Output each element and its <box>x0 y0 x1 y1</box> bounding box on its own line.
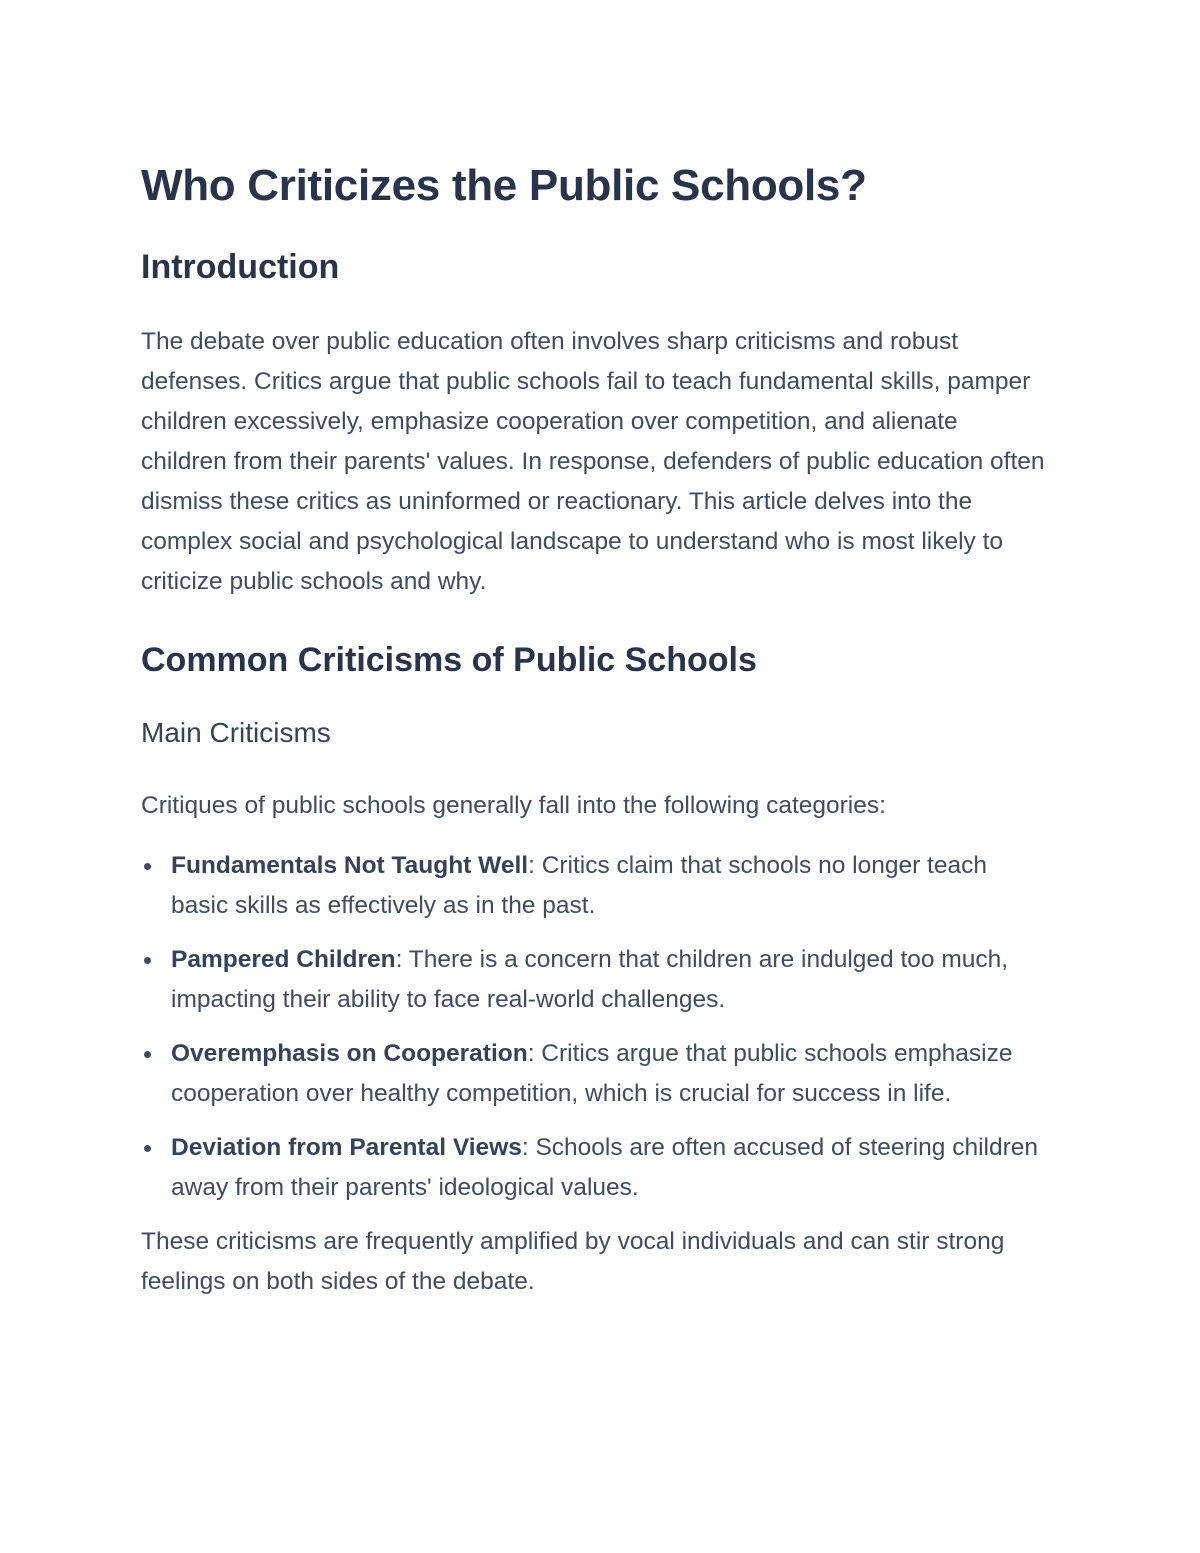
list-item-description: : There is a concern that children are indulged too much, impacting their ability to face real-world challenges. <box>171 945 1009 1013</box>
list-item <box>141 1034 1046 1114</box>
closing-paragraph: These criticisms are frequently amplified by vocal individuals and can stir strong feelings on both sides of the debate. <box>141 1227 1005 1295</box>
list-item-term: Deviation from Parental Views <box>171 1133 522 1161</box>
bullet-icon <box>144 1051 151 1058</box>
document-page <box>141 160 1046 1302</box>
list-item-description: : Schools are often accused of steering children away from their parents' ideological values. <box>171 1133 1039 1201</box>
main-criticisms-subheading: Main Criticisms <box>141 717 331 749</box>
list-item-description: : Critics argue that public schools emphasize cooperation over healthy competition, which is crucial for success in life. <box>171 1039 1013 1107</box>
bullet-icon <box>144 863 151 870</box>
list-item <box>141 846 1046 926</box>
list-item-term: Pampered Children <box>171 945 396 973</box>
common-criticisms-heading: Common Criticisms of Public Schools <box>141 640 757 679</box>
bullet-icon <box>144 957 151 964</box>
introduction-paragraph: The debate over public education often involves sharp criticisms and robust defenses. Critics argue that public schools fail to teach fundamental skills, pamper children excessively, emphasize cooperation over competition, and alienate children from their parents' values. In response, defenders of public education often dismiss these critics as uninformed or reactionary. This article delves into the complex social and psychological landscape to understand who is most likely to criticize public schools and why. <box>141 327 1045 595</box>
list-item-term: Fundamentals Not Taught Well <box>171 851 529 879</box>
list-item <box>141 940 1046 1020</box>
criticisms-lead-in: Critiques of public schools generally fall into the following categories: <box>141 791 886 819</box>
criticisms-list <box>141 846 1046 1208</box>
introduction-heading: Introduction <box>141 247 340 286</box>
bullet-icon <box>144 1145 151 1152</box>
page-title: Who Criticizes the Public Schools? <box>141 161 867 210</box>
list-item <box>141 1128 1046 1208</box>
list-item-term: Overemphasis on Cooperation <box>171 1039 528 1067</box>
list-item-description: : Critics claim that schools no longer teach basic skills as effectively as in the past. <box>171 851 987 919</box>
